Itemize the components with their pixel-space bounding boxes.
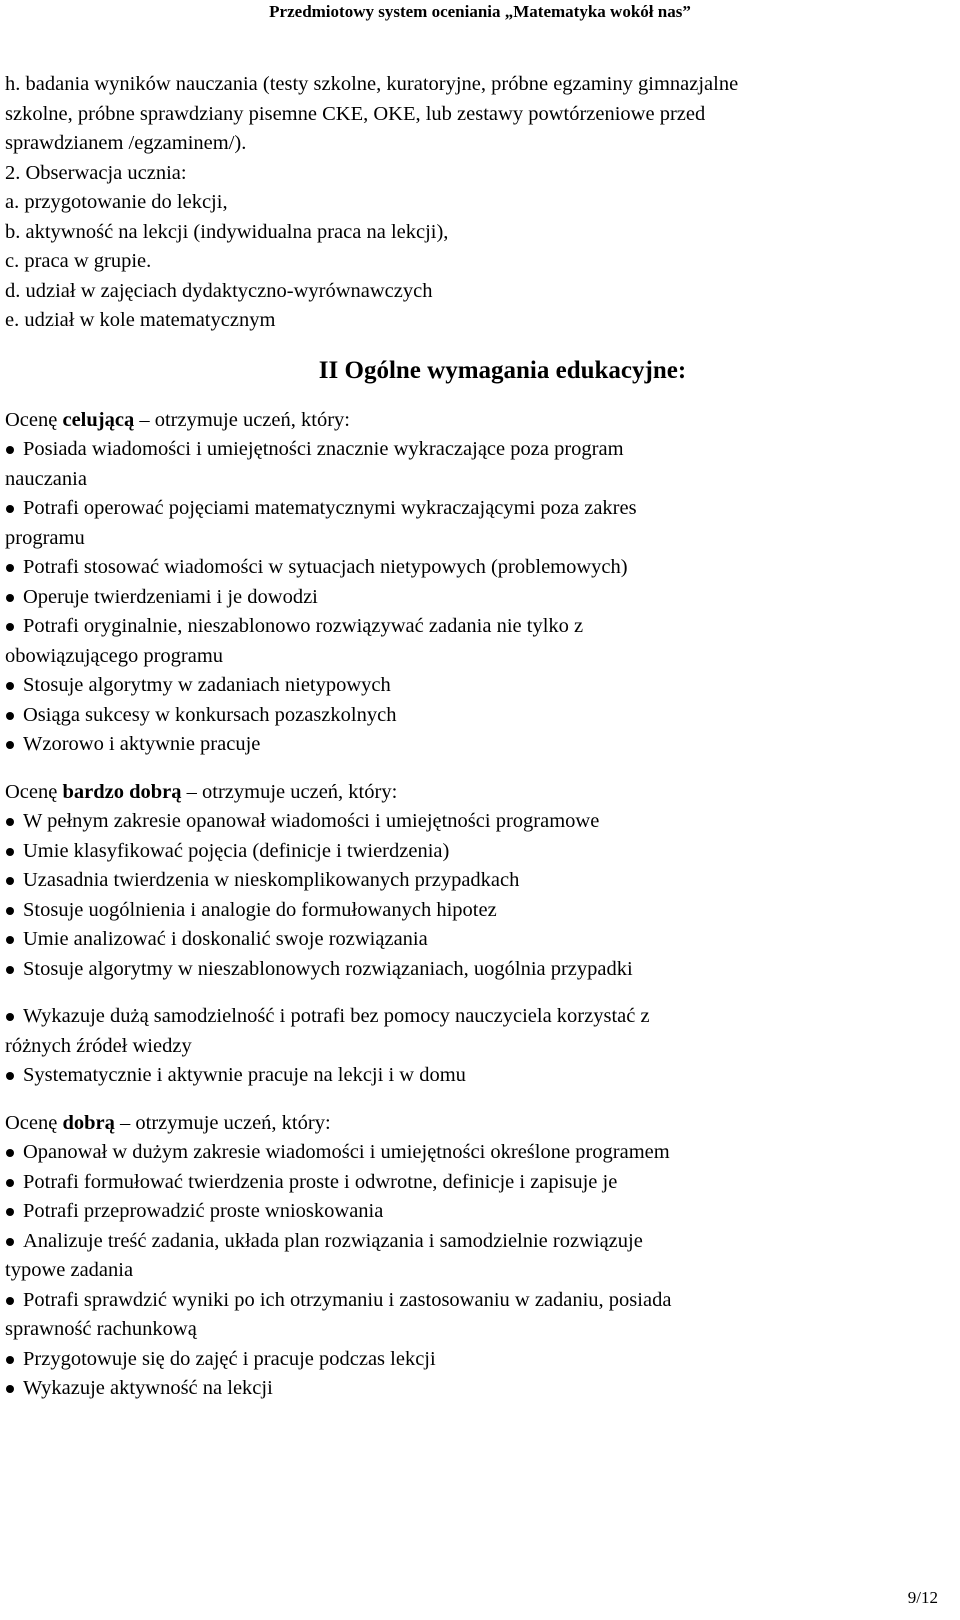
requirement-text: Osiąga sukcesy w konkursach pozaszkolnych [23,703,397,726]
requirement-item [5,1168,940,1198]
requirement-text: Umie klasyfikować pojęcia (definicje i twierdzenia) [23,839,450,862]
intro-line: h. badania wyników nauczania (testy szkolne, kuratoryjne, próbne egzaminy gimnazjalne [5,73,739,95]
grade-heading [5,778,940,808]
bullet-icon [6,966,14,974]
bullet-icon [6,505,14,513]
bullet-icon [6,1238,14,1246]
requirement-text: Uzasadnia twierdzenia w nieskomplikowanych przypadkach [23,869,520,891]
requirement-text: Potrafi stosować wiadomości w sytuacjach nietypowych (problemowych) [23,556,628,578]
bullet-icon [6,1149,14,1157]
requirement-item [5,955,940,985]
grade-name: dobrą [62,1111,115,1134]
requirement-text: Przygotowuje się do zajęć i pracuje podczas lekcji [23,1347,436,1370]
bullet-icon [6,936,14,944]
requirement-item [5,671,940,701]
requirement-text: Opanował w dużym zakresie wiadomości i umiejętności określone programem [23,1141,670,1163]
requirement-text: Analizuje treść zadania, układa plan rozwiązania i samodzielnie rozwiązuje [23,1229,643,1252]
requirement-item [5,435,940,494]
requirement-item [5,553,940,583]
bullet-icon [6,446,14,454]
requirement-text: Systematycznie i aktywnie pracuje na lekcji i w domu [23,1064,466,1086]
requirement-text: Stosuje algorytmy w zadaniach nietypowych [23,674,391,696]
requirement-item [5,925,940,955]
grade-name: bardzo dobrą [62,780,182,803]
grade-suffix: – otrzymuje uczeń, który: [114,1111,331,1134]
requirement-text-continued: obowiązującego programu [5,644,224,667]
requirement-item [5,866,940,896]
assessment-methods [5,70,940,336]
observation-item: b. aktywność na lekcji (indywidualna praca na lekcji), [5,220,449,243]
page-number: 9/12 [907,1588,938,1607]
requirement-item [5,896,940,926]
requirement-item [5,1345,940,1375]
intro-line: sprawdzianem /egzaminem/). [5,132,247,154]
requirement-text-continued: sprawność rachunkową [5,1318,197,1340]
observation-item: a. przygotowanie do lekcji, [5,191,228,213]
requirement-text: W pełnym zakresie opanował wiadomości i umiejętności programowe [23,810,600,832]
observation-item: e. udział w kole matematycznym [5,309,276,331]
requirement-text: Stosuje algorytmy w nieszablonowych rozwiązaniach, uogólnia przypadki [23,957,633,980]
bullet-icon [6,1356,14,1364]
grade-prefix: Ocenę [5,408,63,431]
bullet-icon [6,1297,14,1305]
grade-section-bardzo-dobra [5,778,940,1091]
requirement-item [5,1138,940,1168]
bullet-icon [6,564,14,572]
requirement-text-continued: nauczania [5,467,87,490]
requirement-text: Potrafi oryginalnie, nieszablonowo rozwiązywać zadania nie tylko z [23,615,584,637]
grade-suffix: – otrzymuje uczeń, który: [181,780,398,803]
grade-prefix: Ocenę [5,780,63,803]
intro-line: szkolne, próbne sprawdziany pisemne CKE, OKE, lub zestawy powtórzeniowe przed [5,102,706,125]
requirement-text: Potrafi przeprowadzić proste wnioskowania [23,1200,384,1222]
bullet-icon [6,682,14,690]
bullet-icon [6,741,14,749]
requirement-item [5,583,940,613]
page-header: Przedmiotowy system oceniania „Matematyka wokół nas” [269,2,691,21]
requirement-item [5,837,940,867]
requirement-text-continued: programu [5,526,85,549]
bullet-icon [6,877,14,885]
requirement-text: Potrafi sprawdzić wyniki po ich otrzymaniu i zastosowaniu w zadaniu, posiada [23,1288,672,1311]
requirement-item [5,1002,940,1061]
observation-item: d. udział w zajęciach dydaktyczno-wyrównawczych [5,279,433,302]
bullet-icon [6,818,14,826]
bullet-icon [6,712,14,720]
requirement-text: Wykazuje dużą samodzielność i potrafi bez pomocy nauczyciela korzystać z [23,1005,650,1027]
bullet-icon [6,848,14,856]
requirement-item [5,1197,940,1227]
observation-heading: 2. Obserwacja ucznia: [5,161,187,184]
requirements-list [5,807,940,984]
requirement-text: Potrafi operować pojęciami matematycznymi wykraczającymi poza zakres [23,497,637,519]
section-title: II Ogólne wymagania edukacyjne: [318,356,687,384]
requirement-item [5,1061,940,1091]
requirement-item [5,1286,940,1345]
requirement-item [5,807,940,837]
bullet-icon [6,1072,14,1080]
requirement-text-continued: różnych źródeł wiedzy [5,1034,192,1057]
requirement-text: Operuje twierdzeniami i je dowodzi [23,585,318,608]
grade-suffix: – otrzymuje uczeń, który: [134,408,350,431]
requirement-text: Stosuje uogólnienia i analogie do formułowanych hipotez [23,898,497,921]
requirement-item [5,612,940,671]
bullet-icon [6,1385,14,1393]
bullet-icon [6,1179,14,1187]
requirement-text: Wzorowo i aktywnie pracuje [23,733,261,755]
document-body [5,70,940,1404]
requirement-text: Umie analizować i doskonalić swoje rozwiązania [23,928,428,950]
bullet-icon [6,907,14,915]
requirement-text-continued: typowe zadania [5,1259,134,1281]
grade-heading [5,1109,940,1139]
requirement-item [5,494,940,553]
bullet-icon [6,594,14,602]
grade-section-dobra [5,1109,940,1404]
bullet-icon [6,1208,14,1216]
requirement-text: Posiada wiadomości i umiejętności znacznie wykraczające poza program [23,438,624,460]
bullet-icon [6,1013,14,1021]
grade-section-celujaca [5,406,940,760]
requirements-list [5,1138,940,1404]
requirement-item [5,1227,940,1286]
requirements-list [5,1002,940,1091]
requirement-item [5,730,940,760]
requirement-item [5,1374,940,1404]
observation-item: c. praca w grupie. [5,250,152,272]
grade-prefix: Ocenę [5,1111,63,1134]
requirement-text: Wykazuje aktywność na lekcji [23,1377,273,1399]
grade-heading [5,406,940,436]
requirement-text: Potrafi formułować twierdzenia proste i odwrotne, definicje i zapisuje je [23,1170,618,1193]
bullet-icon [6,623,14,631]
requirement-item [5,701,940,731]
requirements-list [5,435,940,760]
grade-name: celującą [62,408,135,431]
